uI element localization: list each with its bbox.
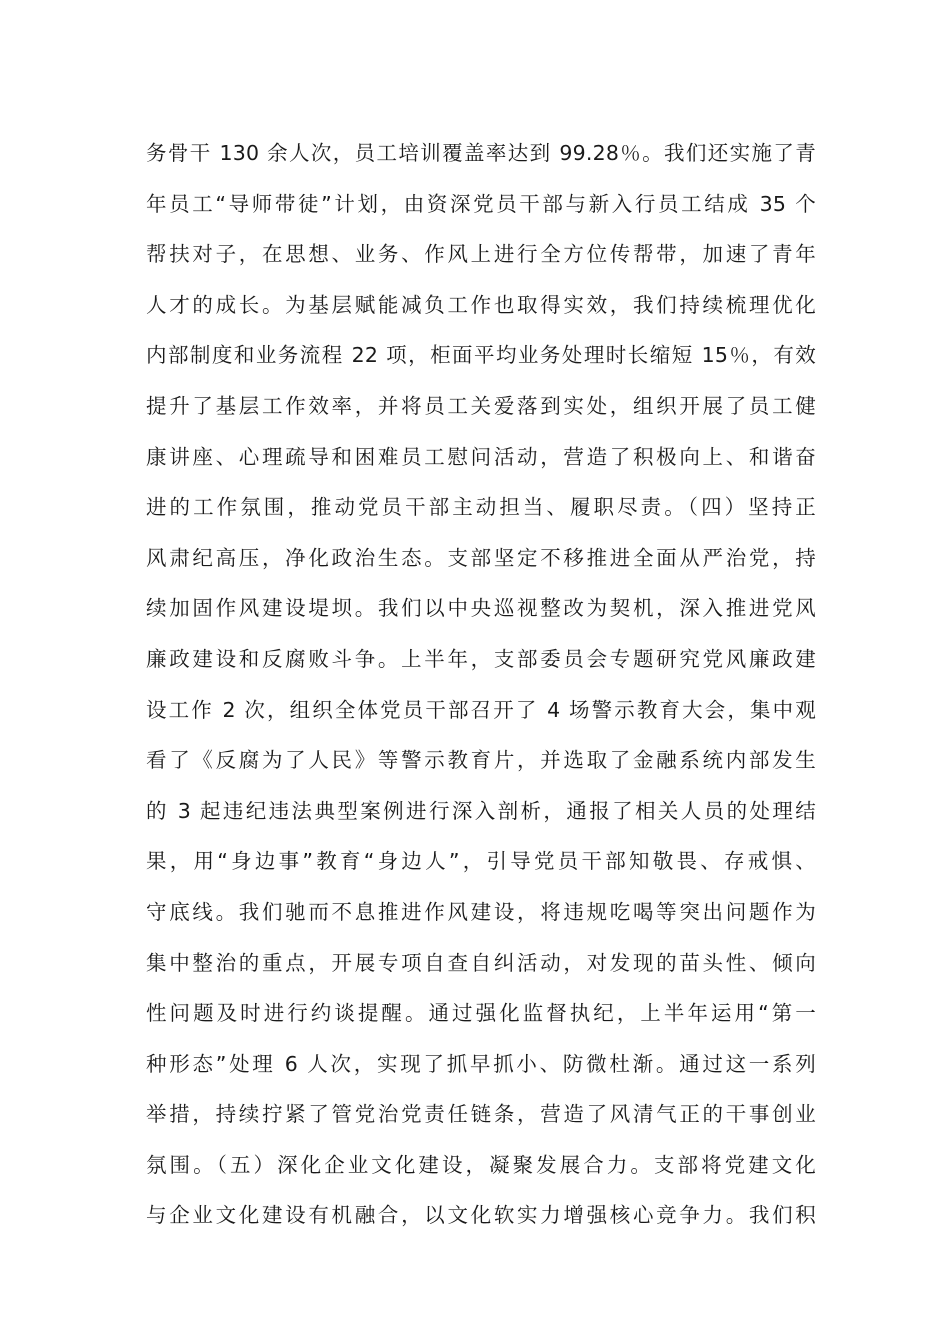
text-line: 性问题及时进行约谈提醒。通过强化监督执纪，上半年运用“第一 — [146, 1001, 816, 1026]
text-line: 务骨干 130 余人次，员工培训覆盖率达到 99.28％。我们还实施了青 — [146, 141, 816, 165]
text-line: 进的工作氛围，推动党员干部主动担当、履职尽责。（四）坚持正 — [146, 495, 816, 520]
text-line: 人才的成长。为基层赋能减负工作也取得实效，我们持续梳理优化 — [146, 292, 816, 317]
text-line: 种形态”处理 6 人次，实现了抓早抓小、防微杜渐。通过这一系列 — [146, 1051, 816, 1076]
text-line: 康讲座、心理疏导和困难员工慰问活动，营造了积极向上、和谐奋 — [146, 444, 816, 469]
text-line: 提升了基层工作效率，并将员工关爱落到实处，组织开展了员工健 — [146, 393, 816, 418]
text-line: 设工作 2 次，组织全体党员干部召开了 4 场警示教育大会，集中观 — [146, 697, 816, 722]
text-line: 氛围。（五）深化企业文化建设，凝聚发展合力。支部将党建文化 — [146, 1152, 816, 1177]
text-line: 风肃纪高压，净化政治生态。支部坚定不移推进全面从严治党，持 — [146, 545, 816, 570]
text-line: 果，用“身边事”教育“身边人”，引导党员干部知敬畏、存戒惧、 — [146, 849, 816, 874]
text-line: 年员工“导师带徒”计划，由资深党员干部与新入行员工结成 35 个 — [146, 191, 816, 216]
text-line: 看了《反腐为了人民》等警示教育片，并选取了金融系统内部发生 — [146, 748, 816, 773]
body-text — [146, 128, 816, 1241]
text-line: 举措，持续拧紧了管党治党责任链条，营造了风清气正的干事创业 — [146, 1102, 816, 1127]
text-line: 廉政建设和反腐败斗争。上半年，支部委员会专题研究党风廉政建 — [146, 646, 816, 671]
text-line: 集中整治的重点，开展专项自查自纠活动，对发现的苗头性、倾向 — [146, 950, 816, 975]
text-line: 的 3 起违纪违法典型案例进行深入剖析，通报了相关人员的处理结 — [146, 798, 816, 823]
text-line: 守底线。我们驰而不息推进作风建设，将违规吃喝等突出问题作为 — [146, 899, 816, 924]
text-line: 与企业文化建设有机融合，以文化软实力增强核心竞争力。我们积 — [146, 1203, 816, 1228]
text-line: 帮扶对子，在思想、业务、作风上进行全方位传帮带，加速了青年 — [146, 242, 816, 267]
text-line: 内部制度和业务流程 22 项，柜面平均业务处理时长缩短 15％，有效 — [146, 343, 816, 368]
text-line: 续加固作风建设堤坝。我们以中央巡视整改为契机，深入推进党风 — [146, 596, 816, 621]
